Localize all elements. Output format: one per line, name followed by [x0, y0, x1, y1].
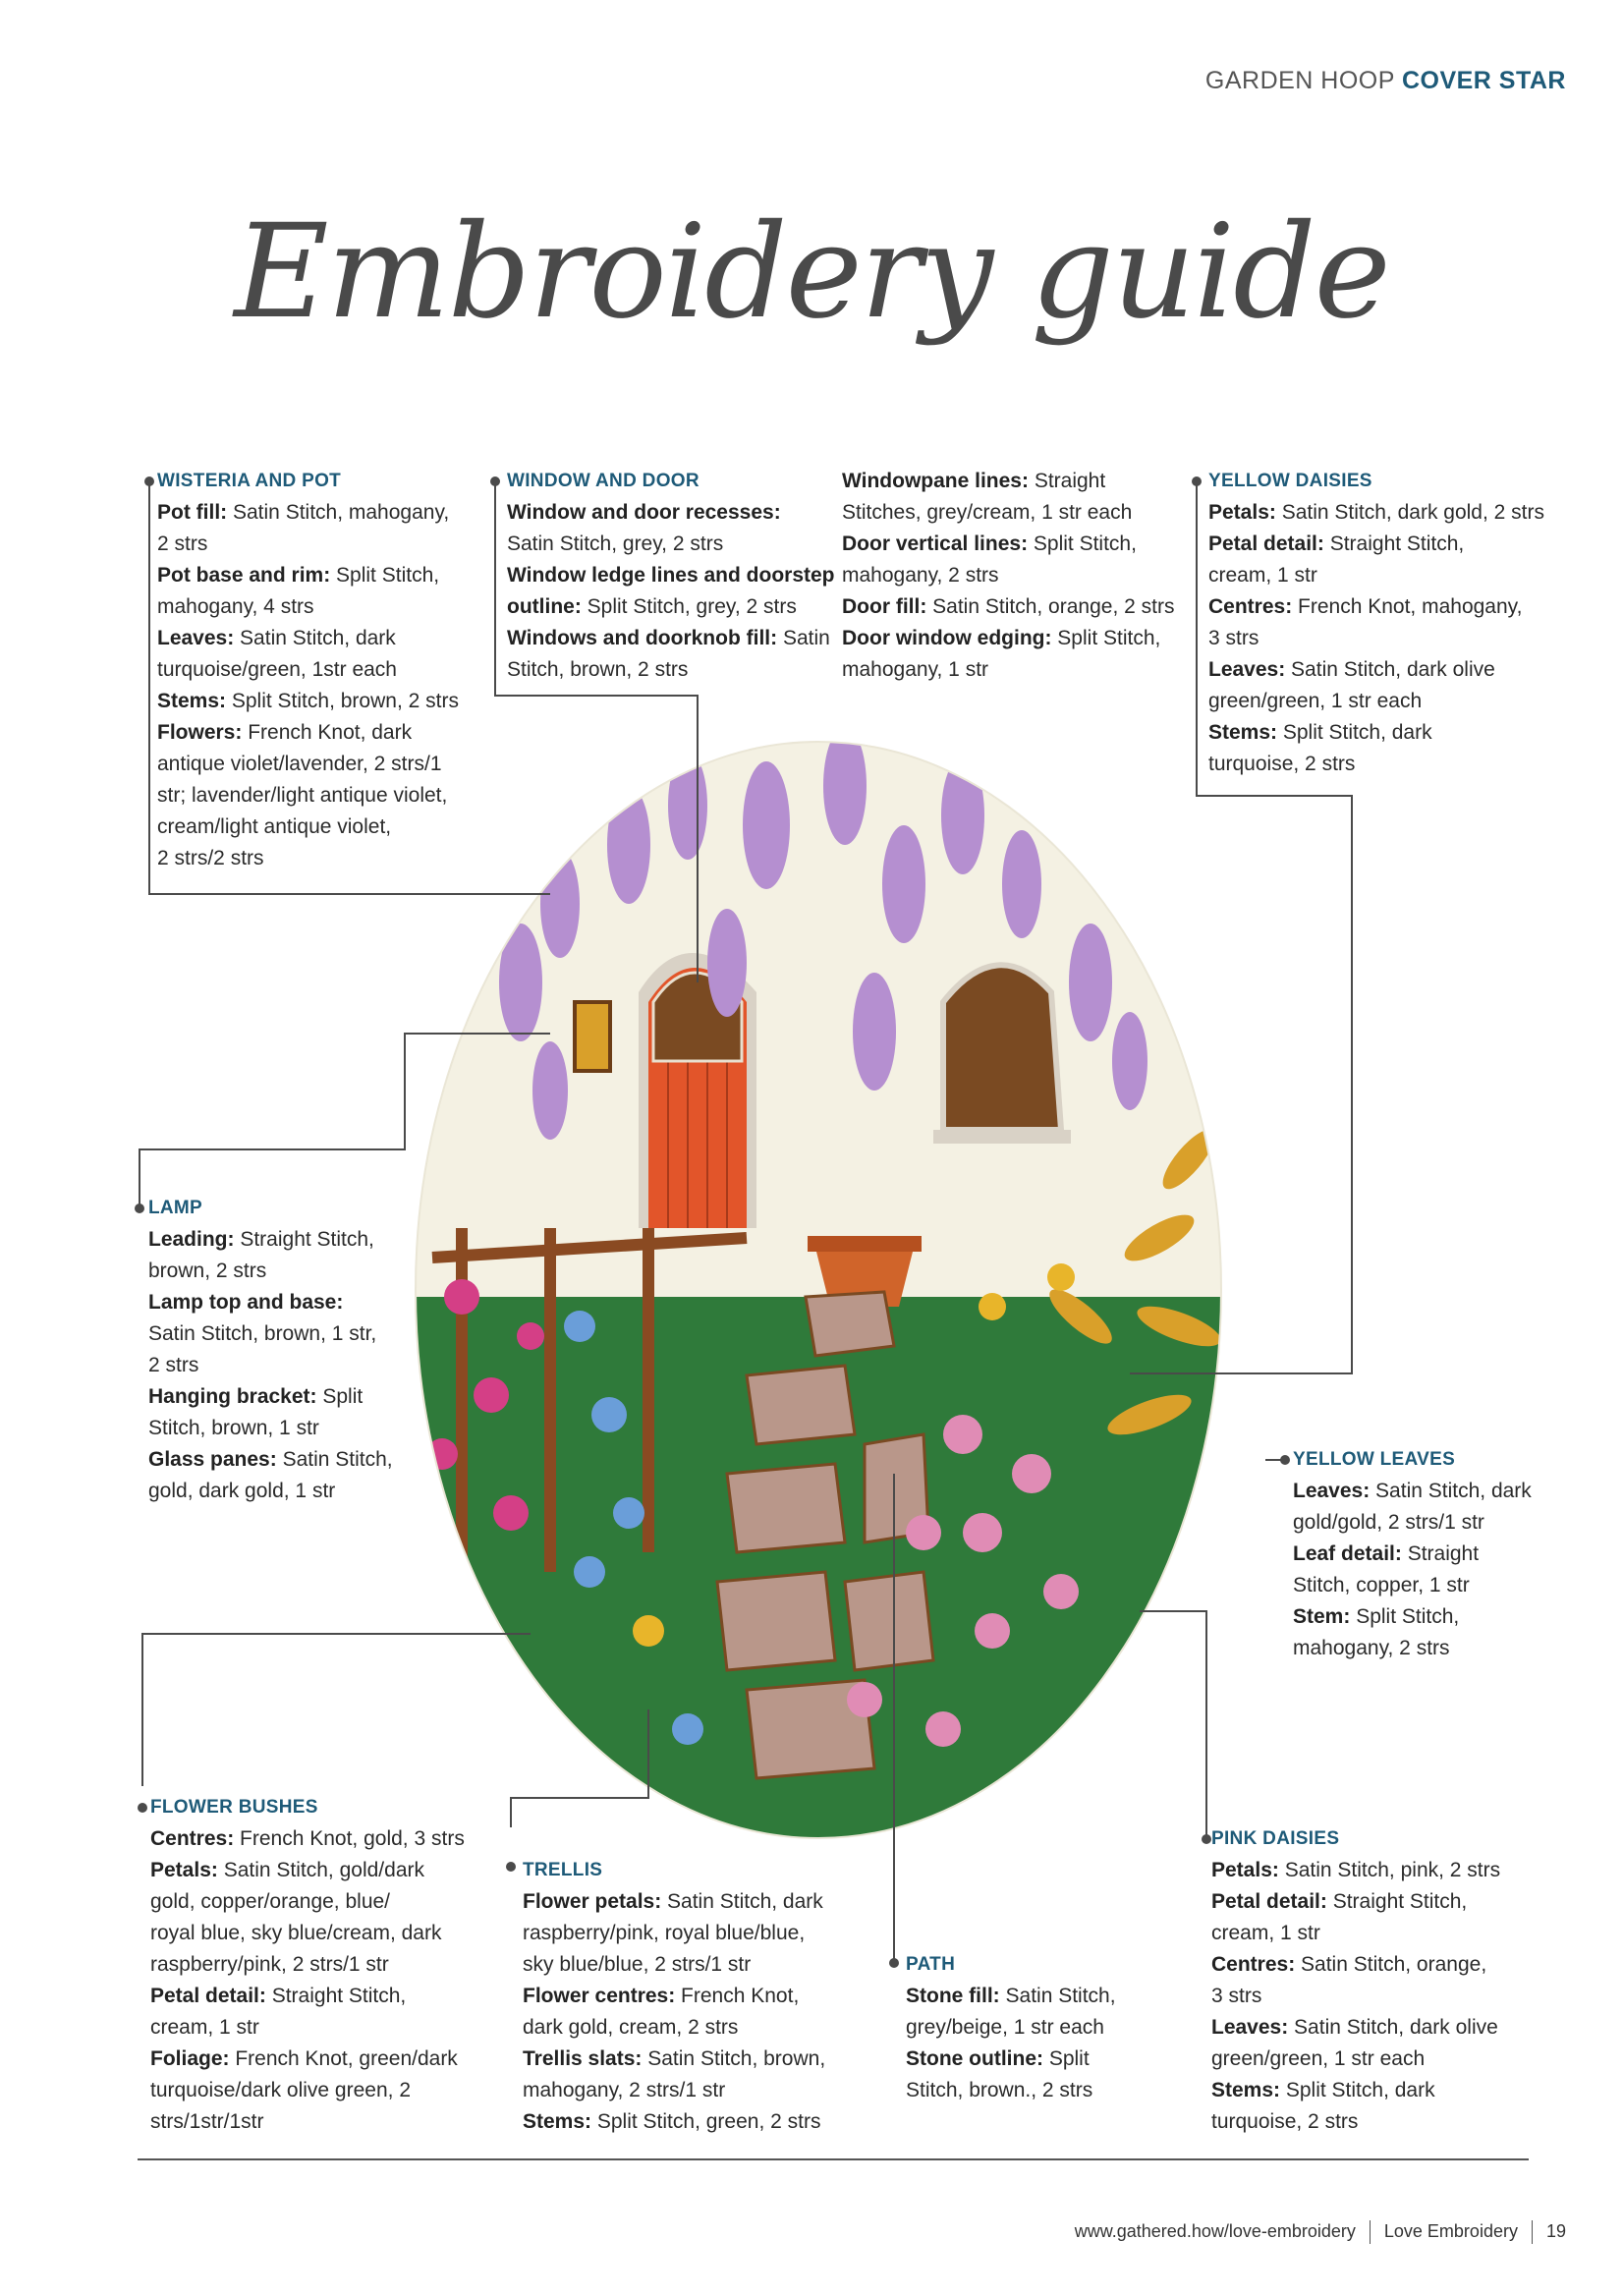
guide-line-label: Flower centres:: [523, 1985, 676, 2007]
guide-line: [1293, 1476, 1532, 1507]
page-footer: [1075, 2220, 1566, 2244]
guide-line-text: Satin Stitch, pink, 2 strs: [1278, 1859, 1501, 1881]
guide-line: [507, 497, 835, 529]
guide-line: [1208, 654, 1544, 686]
footer-magazine: Love Embroidery: [1383, 2220, 1518, 2241]
guide-line: [842, 497, 1174, 529]
path-block: [906, 1949, 1116, 2106]
guide-line-label: Centres:: [1211, 1953, 1296, 1976]
footer-separator: [1532, 2220, 1533, 2244]
guide-line: [523, 1949, 825, 1981]
guide-line-text: raspberry/pink, 2 strs/1 str: [150, 1953, 389, 1976]
guide-line: [842, 591, 1174, 623]
lamp-block: [148, 1193, 393, 1507]
guide-line-label: Centres:: [1208, 595, 1293, 618]
guide-line-label: Lamp top and base:: [148, 1291, 344, 1314]
footer-rule: [138, 2158, 1529, 2160]
guide-line-text: cream/light antique violet,: [157, 815, 392, 838]
section-heading: FLOWER BUSHES: [150, 1797, 318, 1818]
guide-line: [150, 1855, 465, 1886]
guide-line: [523, 1981, 825, 2012]
guide-line: [157, 749, 459, 780]
guide-line-text: turquoise, 2 strs: [1208, 753, 1356, 775]
guide-line-text: Satin Stitch, gold/dark: [217, 1859, 424, 1881]
guide-line: [157, 780, 459, 812]
guide-line: [842, 529, 1174, 560]
yellow-leaves-block: [1293, 1444, 1532, 1664]
guide-line: [157, 497, 459, 529]
guide-line-label: Petal detail:: [1211, 1890, 1327, 1913]
guide-line: [148, 1224, 393, 1256]
guide-line: [906, 2075, 1116, 2106]
guide-line-text: Straight: [1401, 1542, 1480, 1565]
guide-line-text: Satin Stitch, dark: [234, 627, 396, 649]
guide-line: [1293, 1633, 1532, 1664]
guide-line-text: green/green, 1 str each: [1208, 690, 1423, 712]
guide-line: [842, 654, 1174, 686]
guide-line-text: antique violet/lavender, 2 strs/1: [157, 753, 442, 775]
guide-line-text: Split Stitch,: [1350, 1605, 1460, 1628]
guide-line-text: mahogany, 4 strs: [157, 595, 314, 618]
guide-line-label: Door fill:: [842, 595, 927, 618]
guide-line-label: Leaves:: [1293, 1480, 1371, 1502]
guide-line-text: 2 strs: [148, 1354, 199, 1376]
guide-line-text: raspberry/pink, royal blue/blue,: [523, 1922, 806, 1944]
guide-line-label: Leaf detail:: [1293, 1542, 1402, 1565]
guide-line: [148, 1318, 393, 1350]
guide-line-label: outline:: [507, 595, 582, 618]
section-heading: WISTERIA AND POT: [157, 471, 342, 491]
guide-line-label: Glass panes:: [148, 1448, 277, 1471]
guide-line: [150, 1918, 465, 1949]
guide-line: [1293, 1507, 1532, 1539]
guide-line-label: Foliage:: [150, 2047, 230, 2070]
guide-line-text: 2 strs: [157, 532, 208, 555]
guide-line-text: cream, 1 str: [1211, 1922, 1320, 1944]
guide-line-label: Stone outline:: [906, 2047, 1043, 2070]
guide-line-label: Hanging bracket:: [148, 1385, 317, 1408]
guide-line-text: Split Stitch,: [1051, 627, 1161, 649]
guide-line: [842, 466, 1174, 497]
guide-line-text: Split: [316, 1385, 364, 1408]
guide-line: [157, 812, 459, 843]
guide-line: [1208, 560, 1544, 591]
guide-line: [150, 2075, 465, 2106]
guide-line-label: Pot fill:: [157, 501, 228, 524]
guide-line-text: turquoise, 2 strs: [1211, 2110, 1359, 2133]
guide-line: [507, 529, 835, 560]
guide-line: [150, 2106, 465, 2138]
guide-line-label: Window and door recesses:: [507, 501, 781, 524]
guide-line-label: Leaves:: [1208, 658, 1286, 681]
guide-line-text: green/green, 1 str each: [1211, 2047, 1426, 2070]
guide-line-text: dark gold, cream, 2 strs: [523, 2016, 739, 2039]
guide-line: [523, 2012, 825, 2044]
guide-line: [150, 1949, 465, 1981]
guide-line: [157, 654, 459, 686]
guide-line: [150, 1886, 465, 1918]
guide-line: [1208, 591, 1544, 623]
guide-line-text: Satin Stitch, dark gold, 2 strs: [1275, 501, 1544, 524]
wisteria-block: [157, 466, 459, 874]
guide-line-text: royal blue, sky blue/cream, dark: [150, 1922, 442, 1944]
guide-line: [1211, 1886, 1500, 1918]
pink-daisies-block: [1211, 1823, 1500, 2138]
section-heading: YELLOW LEAVES: [1293, 1449, 1456, 1470]
guide-line: [148, 1476, 393, 1507]
guide-line-label: Window ledge lines and doorstep: [507, 564, 835, 587]
guide-line: [1211, 2075, 1500, 2106]
guide-line-label: Petals:: [150, 1859, 218, 1881]
header-accent: COVER STAR: [1401, 67, 1566, 94]
guide-line: [523, 1918, 825, 1949]
section-heading: YELLOW DAISIES: [1208, 471, 1372, 491]
guide-line-text: Straight Stitch,: [1326, 1890, 1468, 1913]
guide-line: [150, 2012, 465, 2044]
guide-line-text: mahogany, 2 strs: [1293, 1637, 1450, 1659]
guide-line: [842, 560, 1174, 591]
guide-line-text: Split Stitch, grey, 2 strs: [581, 595, 797, 618]
section-heading: PATH: [906, 1954, 956, 1975]
guide-line: [507, 654, 835, 686]
guide-line-text: strs/1str/1str: [150, 2110, 264, 2133]
guide-line: [523, 2075, 825, 2106]
guide-line-text: French Knot, gold, 3 strs: [234, 1827, 465, 1850]
guide-line: [157, 717, 459, 749]
guide-line: [157, 591, 459, 623]
guide-line-label: Windowpane lines:: [842, 470, 1029, 492]
guide-line-label: Pot base and rim:: [157, 564, 331, 587]
footer-url[interactable]: www.gathered.how/love-embroidery: [1074, 2220, 1356, 2241]
yellow-daisies-block: [1208, 466, 1544, 780]
guide-line-text: Satin Stitch, brown,: [642, 2047, 826, 2070]
guide-line-text: Stitches, grey/cream, 1 str each: [842, 501, 1133, 524]
guide-line: [148, 1350, 393, 1381]
guide-line: [157, 560, 459, 591]
guide-line-text: Straight: [1028, 470, 1106, 492]
guide-line: [1208, 686, 1544, 717]
guide-line-label: Flowers:: [157, 721, 243, 744]
guide-line: [157, 623, 459, 654]
guide-line-text: French Knot, mahogany,: [1292, 595, 1523, 618]
guide-line: [1293, 1570, 1532, 1601]
guide-line-text: Split Stitch,: [1028, 532, 1137, 555]
page-title: Embroidery guide: [234, 196, 1389, 348]
guide-line-text: Satin Stitch, dark olive: [1285, 658, 1495, 681]
guide-line-text: grey/beige, 1 str each: [906, 2016, 1104, 2039]
guide-line: [1211, 2044, 1500, 2075]
guide-line-text: Satin Stitch, brown, 1 str,: [148, 1322, 377, 1345]
guide-line-text: sky blue/blue, 2 strs/1 str: [523, 1953, 752, 1976]
guide-line-label: Stems:: [1208, 721, 1278, 744]
guide-line-text: gold, dark gold, 1 str: [148, 1480, 336, 1502]
guide-line-text: Satin Stitch,: [276, 1448, 393, 1471]
section-heading: WINDOW AND DOOR: [507, 471, 700, 491]
guide-line: [1208, 529, 1544, 560]
guide-line-text: Split Stitch, brown, 2 strs: [226, 690, 459, 712]
guide-line: [157, 529, 459, 560]
page-number: 19: [1545, 2220, 1566, 2241]
guide-line: [1211, 1981, 1500, 2012]
guide-line-text: Split Stitch, dark: [1280, 2079, 1435, 2101]
guide-line-label: Leaves:: [157, 627, 235, 649]
guide-line-text: Satin: [777, 627, 830, 649]
guide-line-text: turquoise/green, 1str each: [157, 658, 397, 681]
guide-line-label: Leaves:: [1211, 2016, 1289, 2039]
guide-line-label: Door window edging:: [842, 627, 1052, 649]
guide-line: [1293, 1539, 1532, 1570]
guide-line: [523, 1886, 825, 1918]
guide-line: [1211, 2012, 1500, 2044]
section-heading: TRELLIS: [523, 1860, 603, 1880]
guide-line-label: Door vertical lines:: [842, 532, 1029, 555]
guide-line-text: cream, 1 str: [150, 2016, 259, 2039]
guide-line: [150, 2044, 465, 2075]
guide-line: [1211, 1855, 1500, 1886]
guide-line: [148, 1444, 393, 1476]
guide-line: [1208, 497, 1544, 529]
guide-line: [157, 686, 459, 717]
guide-line-text: Stitch, copper, 1 str: [1293, 1574, 1470, 1596]
guide-line-text: Satin Stitch, orange,: [1295, 1953, 1487, 1976]
guide-line-label: Flower petals:: [523, 1890, 662, 1913]
guide-line: [842, 623, 1174, 654]
guide-line-label: Stem:: [1293, 1605, 1351, 1628]
guide-line: [523, 2106, 825, 2138]
guide-line: [148, 1413, 393, 1444]
guide-line-label: Petals:: [1211, 1859, 1279, 1881]
guide-line: [1208, 623, 1544, 654]
flower-bushes-block: [150, 1792, 465, 2138]
section-heading: LAMP: [148, 1198, 203, 1218]
guide-line-text: Satin Stitch, grey, 2 strs: [507, 532, 724, 555]
footer-separator: [1370, 2220, 1371, 2244]
guide-line: [906, 2012, 1116, 2044]
guide-line-text: 3 strs: [1211, 1985, 1262, 2007]
guide-line: [1211, 1918, 1500, 1949]
guide-line-label: Petal detail:: [150, 1985, 266, 2007]
guide-line: [148, 1287, 393, 1318]
trellis-block: [523, 1855, 825, 2138]
guide-line-text: brown, 2 strs: [148, 1260, 267, 1282]
guide-line-text: Split Stitch, green, 2 strs: [591, 2110, 821, 2133]
guide-line-text: French Knot,: [675, 1985, 800, 2007]
windowpane-block: [842, 466, 1174, 686]
guide-line-text: Straight Stitch,: [265, 1985, 407, 2007]
guide-line: [507, 623, 835, 654]
guide-line-text: Satin Stitch, dark: [1370, 1480, 1532, 1502]
guide-line-text: French Knot, green/dark: [229, 2047, 458, 2070]
guide-line-text: Satin Stitch, dark: [661, 1890, 823, 1913]
guide-line-label: Centres:: [150, 1827, 235, 1850]
guide-line-label: Stems:: [1211, 2079, 1281, 2101]
guide-line-text: Satin Stitch, orange, 2 strs: [926, 595, 1175, 618]
guide-line-label: Stems:: [157, 690, 227, 712]
guide-line-text: cream, 1 str: [1208, 564, 1317, 587]
guide-line: [507, 560, 835, 591]
guide-line-text: mahogany, 1 str: [842, 658, 989, 681]
guide-line-text: str; lavender/light antique violet,: [157, 784, 448, 807]
guide-line-text: gold/gold, 2 strs/1 str: [1293, 1511, 1484, 1534]
guide-line-text: Stitch, brown., 2 strs: [906, 2079, 1093, 2101]
guide-line: [148, 1381, 393, 1413]
guide-line: [507, 591, 835, 623]
guide-line: [1208, 717, 1544, 749]
guide-line-text: gold, copper/orange, blue/: [150, 1890, 391, 1913]
guide-line-text: turquoise/dark olive green, 2: [150, 2079, 411, 2101]
guide-line-label: Stems:: [523, 2110, 592, 2133]
guide-line-text: French Knot, dark: [242, 721, 413, 744]
guide-line: [148, 1256, 393, 1287]
guide-line-label: Windows and doorknob fill:: [507, 627, 778, 649]
guide-line-text: Split Stitch, dark: [1277, 721, 1432, 744]
guide-line: [1293, 1601, 1532, 1633]
section-heading: PINK DAISIES: [1211, 1828, 1340, 1849]
guide-line-text: 2 strs/2 strs: [157, 847, 264, 869]
guide-line-label: Leading:: [148, 1228, 235, 1251]
window-door-block: [507, 466, 835, 686]
header-section: GARDEN HOOP: [1204, 67, 1395, 94]
guide-line-text: Satin Stitch, mahogany,: [227, 501, 450, 524]
guide-line: [150, 1823, 465, 1855]
guide-line: [1211, 2106, 1500, 2138]
guide-line: [523, 2044, 825, 2075]
guide-line-text: Satin Stitch,: [999, 1985, 1116, 2007]
guide-line-text: Stitch, brown, 2 strs: [507, 658, 689, 681]
guide-line-text: Straight Stitch,: [1323, 532, 1465, 555]
guide-line: [1208, 749, 1544, 780]
guide-line-text: mahogany, 2 strs/1 str: [523, 2079, 726, 2101]
guide-line-label: Stone fill:: [906, 1985, 1000, 2007]
guide-line-text: 3 strs: [1208, 627, 1259, 649]
guide-line: [906, 1981, 1116, 2012]
guide-line-text: Split Stitch,: [330, 564, 440, 587]
guide-line-text: Stitch, brown, 1 str: [148, 1417, 319, 1439]
guide-line-text: mahogany, 2 strs: [842, 564, 999, 587]
guide-line-label: Petal detail:: [1208, 532, 1324, 555]
guide-line: [1211, 1949, 1500, 1981]
guide-line: [906, 2044, 1116, 2075]
guide-line-text: Satin Stitch, dark olive: [1288, 2016, 1498, 2039]
guide-line: [150, 1981, 465, 2012]
guide-line-text: Split: [1043, 2047, 1090, 2070]
guide-line-label: Petals:: [1208, 501, 1276, 524]
guide-line-text: Straight Stitch,: [234, 1228, 374, 1251]
guide-line: [157, 843, 459, 874]
guide-line-label: Trellis slats:: [523, 2047, 643, 2070]
